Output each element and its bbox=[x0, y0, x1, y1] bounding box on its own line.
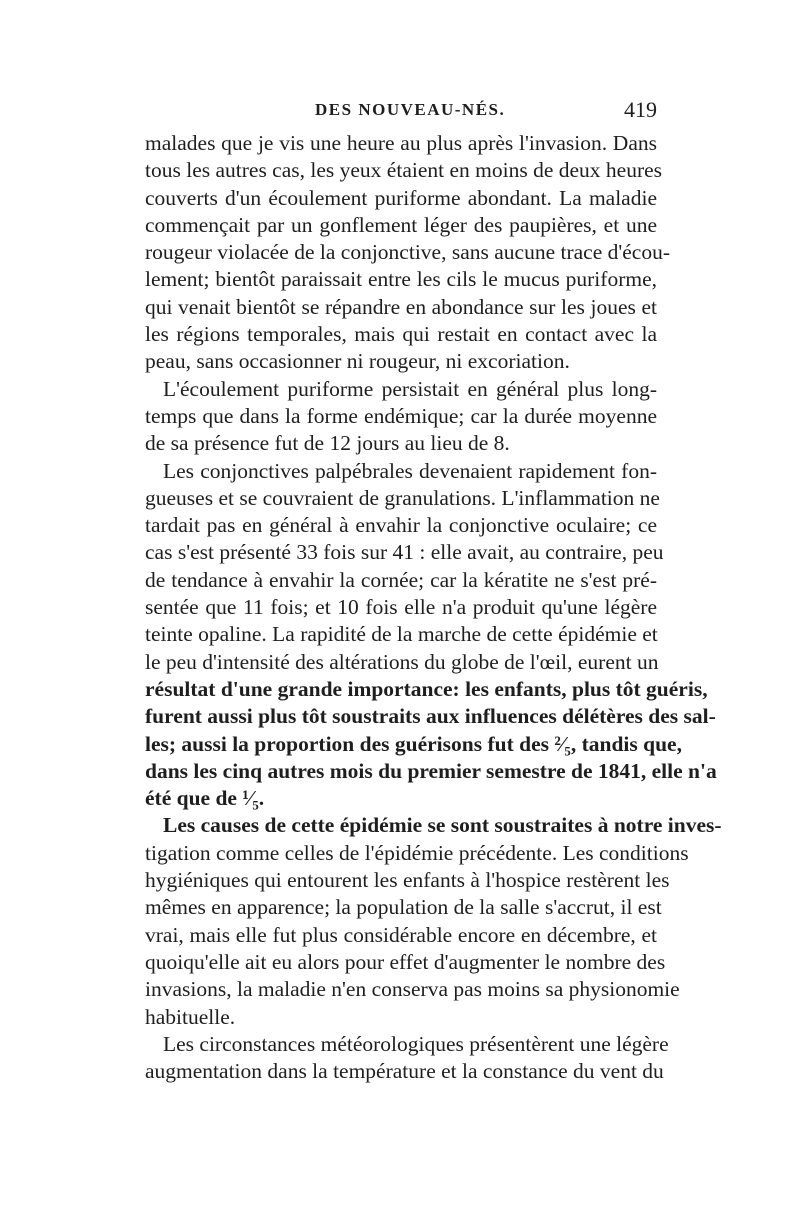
text-line: vrai, mais elle fut plus considérable encore en décembre, et bbox=[145, 922, 657, 947]
text-line: mêmes en apparence; la population de la salle s'accrut, il est bbox=[145, 895, 662, 920]
paragraph bbox=[145, 376, 657, 458]
text-line: furent aussi plus tôt soustraits aux influences délétères des sal- bbox=[145, 704, 716, 729]
text-line: temps que dans la forme endémique; car la durée moyenne bbox=[145, 403, 657, 428]
text-line: Les causes de cette épidémie se sont soustraites à notre inves- bbox=[163, 813, 722, 838]
text-line: sentée que 11 fois; et 10 fois elle n'a produit qu'une légère bbox=[145, 595, 657, 620]
body-text bbox=[145, 130, 722, 1085]
text-line: le peu d'intensité des altérations du globe de l'œil, eurent un bbox=[145, 649, 659, 674]
text-line: habituelle. bbox=[145, 1004, 236, 1029]
text-line: malades que je vis une heure au plus après l'invasion. Dans bbox=[145, 131, 657, 155]
text-line: augmentation dans la température et la constance du vent du bbox=[145, 1059, 664, 1084]
text-line: commençait par un gonflement léger des paupières, et une bbox=[145, 212, 657, 237]
text-line: Les conjonctives palpébrales devenaient rapidement fon- bbox=[163, 458, 657, 483]
text-line: résultat d'une grande importance: les enfants, plus tôt guéris, bbox=[145, 676, 708, 701]
text-line: couverts d'un écoulement puriforme abondant. La maladie bbox=[145, 185, 657, 210]
text-line: quoiqu'elle ait eu alors pour effet d'augmenter le nombre des bbox=[145, 949, 666, 974]
text-line: été que de ¹⁄₅. bbox=[145, 786, 265, 811]
text-line: invasions, la maladie n'en conserva pas moins sa physionomie bbox=[145, 977, 680, 1002]
paragraph bbox=[145, 458, 717, 813]
text-line: Les circonstances météorologiques présentèrent une légère bbox=[163, 1031, 669, 1056]
paragraph bbox=[145, 812, 722, 1030]
text-line: hygiéniques qui entourent les enfants à l'hospice restèrent les bbox=[145, 868, 670, 893]
text-line: peau, sans occasionner ni rougeur, ni excoriation. bbox=[145, 349, 570, 374]
paragraph bbox=[145, 130, 670, 376]
text-line: les régions temporales, mais qui restait en contact avec la bbox=[145, 322, 657, 347]
text-line: tigation comme celles de l'épidémie précédente. Les conditions bbox=[145, 840, 689, 865]
running-title: DES NOUVEAU-NÉS. bbox=[315, 100, 506, 119]
text-line: dans les cinq autres mois du premier semestre de 1841, elle n'a bbox=[145, 758, 717, 783]
text-line: L'écoulement puriforme persistait en général plus long- bbox=[163, 376, 657, 401]
text-line: de tendance à envahir la cornée; car la kératite ne s'est pré- bbox=[145, 567, 657, 592]
text-line: qui venait bientôt se répandre en abondance sur les joues et bbox=[145, 294, 657, 319]
text-line: tous les autres cas, les yeux étaient en moins de deux heures bbox=[145, 158, 663, 183]
text-line: tardait pas en général à envahir la conjonctive oculaire; ce bbox=[145, 513, 657, 538]
text-line: gueuses et se couvraient de granulations. L'inflammation ne bbox=[145, 485, 660, 510]
text-line: cas s'est présenté 33 fois sur 41 : elle avait, au contraire, peu bbox=[145, 540, 664, 565]
paragraph bbox=[145, 1031, 669, 1086]
text-line: rougeur violacée de la conjonctive, sans aucune trace d'écou- bbox=[145, 240, 670, 265]
text-line: teinte opaline. La rapidité de la marche de cette épidémie et bbox=[145, 622, 658, 647]
running-head bbox=[145, 96, 657, 124]
text-line: lement; bientôt paraissait entre les cils le mucus puriforme, bbox=[145, 267, 657, 292]
text-line: de sa présence fut de 12 jours au lieu de 8. bbox=[145, 431, 510, 456]
page-number: 419 bbox=[624, 97, 657, 122]
text-line: les; aussi la proportion des guérisons fut des ²⁄₅, tandis que, bbox=[145, 731, 682, 756]
